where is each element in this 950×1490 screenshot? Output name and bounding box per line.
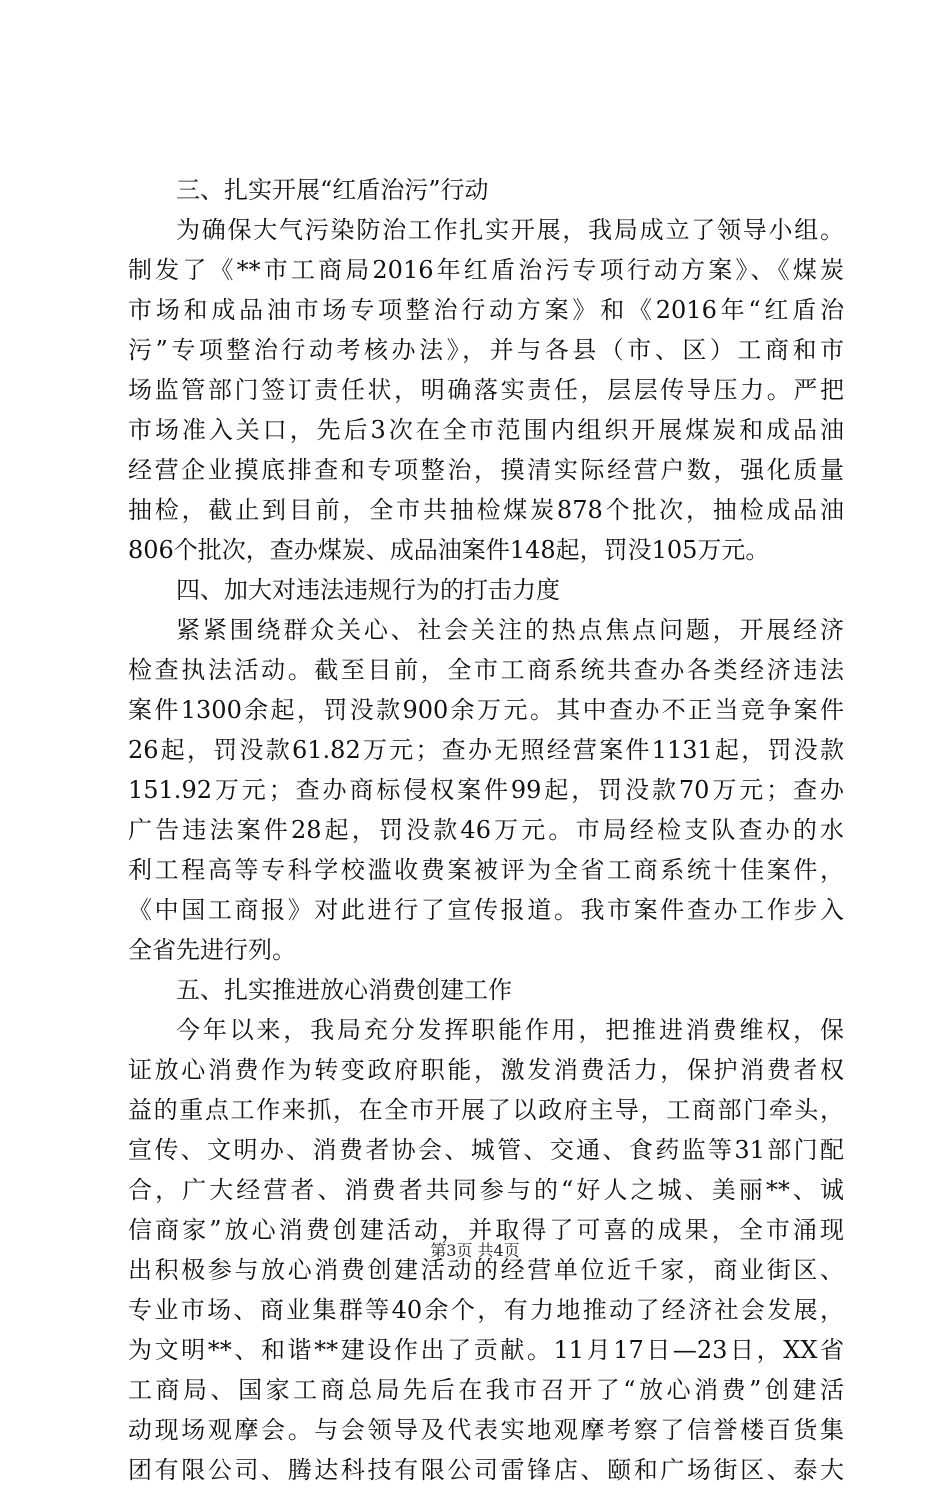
paragraph-line: 为确保大气污染防治工作扎实开展，我局成立了领导小组。 — [176, 216, 844, 244]
paragraph-line: 全省先进行列。 — [128, 936, 296, 964]
paragraph-line: 工商局、国家工商总局先后在我市召开了“放心消费”创建活 — [128, 1376, 844, 1404]
paragraph-line: 团有限公司、腾达科技有限公司雷锋店、颐和广场街区、泰大 — [128, 1456, 844, 1484]
paragraph-line: 出积极参与放心消费创建活动的经营单位近千家，商业街区、 — [128, 1256, 844, 1284]
page-footer — [0, 1241, 950, 1261]
paragraph-line: 抽检，截止到目前，全市共抽检煤炭878个批次，抽检成品油 — [128, 496, 844, 524]
section-heading-4: 四、加大对违法违规行为的打击力度 — [176, 576, 560, 604]
paragraph-line: 市场准入关口，先后3次在全市范围内组织开展煤炭和成品油 — [128, 416, 844, 444]
paragraph-line: 专业市场、商业集群等40余个，有力地推动了经济社会发展， — [128, 1296, 844, 1324]
paragraph-line: 证放心消费作为转变政府职能，激发消费活力，保护消费者权 — [128, 1056, 844, 1084]
paragraph-line: 151.92万元；查办商标侵权案件99起，罚没款70万元；查办 — [128, 776, 844, 804]
paragraph-line: 场监管部门签订责任状，明确落实责任，层层传导压力。严把 — [128, 376, 844, 404]
paragraph-line: 利工程高等专科学校滥收费案被评为全省工商系统十佳案件， — [128, 856, 844, 884]
paragraph-line: 案件1300余起，罚没款900余万元。其中查办不正当竞争案件 — [128, 696, 844, 724]
paragraph-line: 紧紧围绕群众关心、社会关注的热点焦点问题，开展经济 — [176, 616, 844, 644]
section-heading-3: 三、扎实开展“红盾治污”行动 — [176, 176, 489, 204]
page-number: 第3页 共4页 — [430, 1241, 520, 1260]
paragraph-line: 污”专项整治行动考核办法》，并与各县（市、区）工商和市 — [128, 336, 844, 364]
paragraph-line: 宣传、文明办、消费者协会、城管、交通、食药监等31部门配 — [128, 1136, 844, 1164]
paragraph-line: 信商家”放心消费创建活动，并取得了可喜的成果，全市涌现 — [128, 1216, 844, 1244]
paragraph-line: 为文明**、和谐**建设作出了贡献。11月17日—23日，XX省 — [128, 1336, 844, 1364]
paragraph-line: 今年以来，我局充分发挥职能作用，把推进消费维权，保 — [176, 1016, 844, 1044]
paragraph-line: 制发了《**市工商局2016年红盾治污专项行动方案》、《煤炭 — [128, 256, 844, 284]
document-body — [128, 170, 844, 1490]
paragraph-line: 动现场观摩会。与会领导及代表实地观摩考察了信誉楼百货集 — [128, 1416, 844, 1444]
section-heading-5: 五、扎实推进放心消费创建工作 — [176, 976, 512, 1004]
paragraph-line: 26起，罚没款61.82万元；查办无照经营案件1131起，罚没款 — [128, 736, 844, 764]
paragraph-line: 合，广大经营者、消费者共同参与的“好人之城、美丽**、诚 — [128, 1176, 844, 1204]
paragraph-line: 益的重点工作来抓，在全市开展了以政府主导，工商部门牵头， — [128, 1096, 844, 1124]
paragraph-line: 检查执法活动。截至目前，全市工商系统共查办各类经济违法 — [128, 656, 844, 684]
paragraph-line: 《中国工商报》对此进行了宣传报道。我市案件查办工作步入 — [128, 896, 844, 924]
paragraph-line: 经营企业摸底排查和专项整治，摸清实际经营户数，强化质量 — [128, 456, 844, 484]
paragraph-line: 市场和成品油市场专项整治行动方案》和《2016年“红盾治 — [128, 296, 844, 324]
paragraph-line: 806个批次，查办煤炭、成品油案件148起，罚没105万元。 — [128, 536, 770, 564]
paragraph-line: 广告违法案件28起，罚没款46万元。市局经检支队查办的水 — [128, 816, 844, 844]
